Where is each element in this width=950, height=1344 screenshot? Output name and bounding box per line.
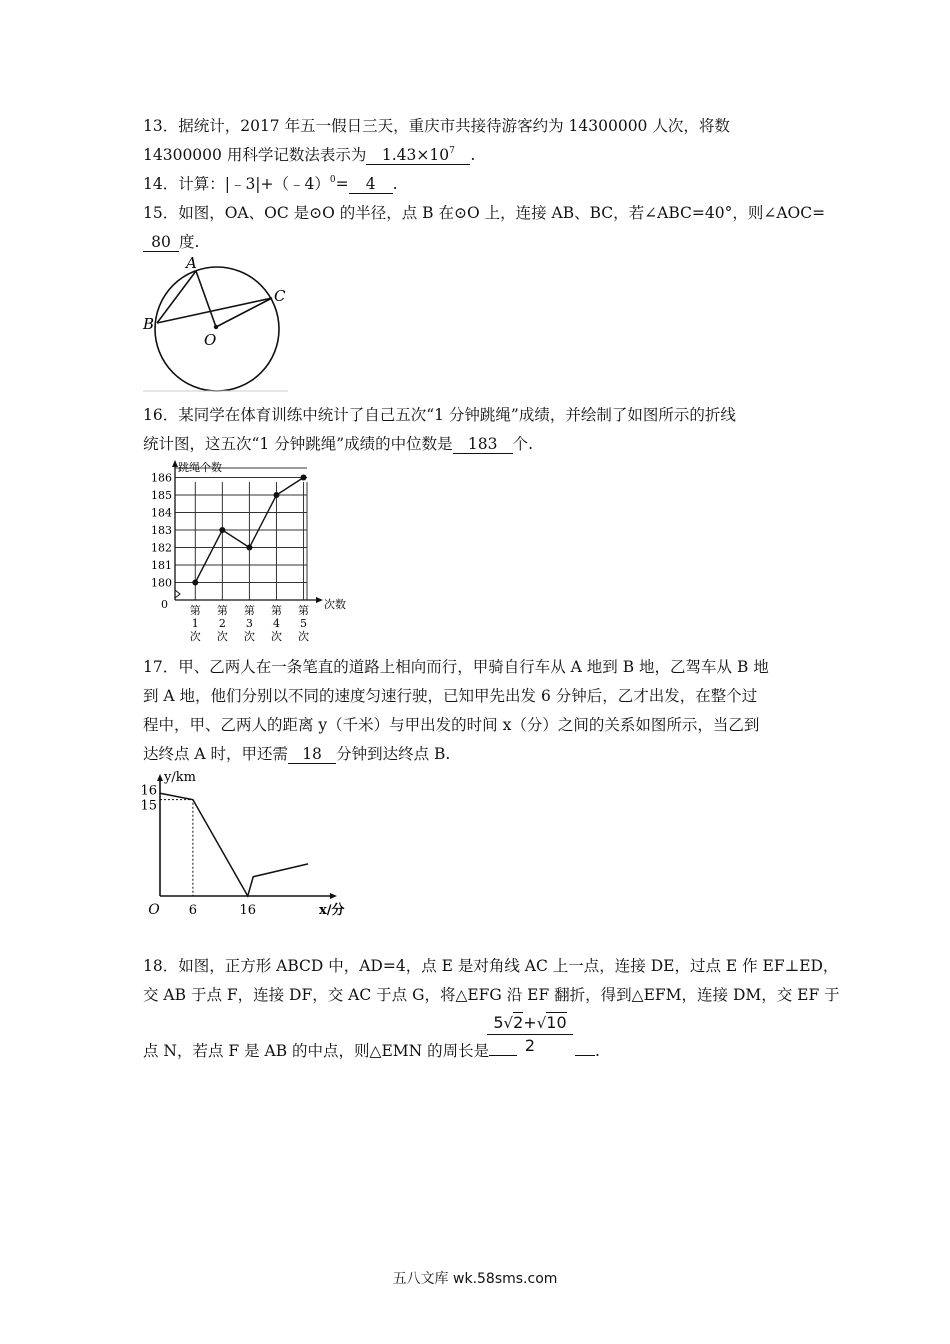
q13-answer-exponent: 7: [449, 146, 455, 156]
q13-answer-base: 1.43×10: [381, 146, 450, 164]
x-tick-label: 次: [216, 630, 228, 643]
x-tick-label: 次: [298, 630, 310, 643]
radicand-10: 10: [546, 1013, 567, 1032]
q13-period: .: [470, 146, 476, 164]
jump-rope-line-chart: [140, 455, 355, 645]
x-tick-label: 第: [216, 604, 228, 617]
distance-time-chart: [140, 766, 355, 921]
sqrt-sign-2: √: [536, 1014, 547, 1032]
q18-line3: [143, 1041, 517, 1061]
x-tick-label: 6: [188, 903, 198, 918]
axis-break-mark: [175, 590, 180, 598]
q14-line: [143, 174, 398, 194]
q15-line2: [143, 232, 199, 252]
q17-line2: 到 A 地，他们分别以不同的速度匀速行驶，已知甲先出发 6 分钟后，乙才出发，在整个过: [143, 687, 758, 705]
y-tick-label: 185: [151, 489, 172, 502]
q18-answer-tail: [575, 1041, 600, 1061]
x-tick-label: 2: [218, 617, 226, 630]
x-tick-label: 4: [272, 617, 280, 630]
x-tick-label: 3: [245, 617, 253, 630]
q16-line2: [143, 434, 533, 454]
guide-dashed-line: [160, 800, 193, 896]
label-a: A: [186, 255, 197, 272]
q18-period: .: [595, 1042, 600, 1060]
y-tick-label: 16: [140, 783, 157, 799]
q17-answer: 18: [288, 745, 336, 764]
q15-line1: 15．如图，OA、OC 是⊙O 的半径，点 B 在⊙O 上，连接 AB、BC，若∠ABC=40°，则∠AOC=: [143, 204, 826, 222]
y-tick-label: 181: [151, 559, 172, 572]
q15-circle-figure: [140, 255, 300, 395]
x-tick-label: 第: [243, 604, 255, 617]
q18-line1: 18．如图，正方形 ABCD 中，AD=4，点 E 是对角线 AC 上一点，连接 DE，过点 E 作 EF⊥ED，: [143, 957, 839, 975]
x-axis-arrow: [330, 893, 337, 899]
q18-answer-blank-right: [575, 1055, 595, 1056]
y-tick-label: 180: [151, 576, 172, 590]
x-tick-label: 次: [243, 630, 255, 643]
q14-period: .: [392, 175, 398, 193]
x-tick-label: 第: [189, 604, 201, 617]
x-tick-label: 次: [270, 630, 282, 643]
origin-label: 0: [161, 598, 168, 611]
sqrt-sign-1: √: [503, 1014, 514, 1032]
center-point-o: [214, 325, 218, 329]
label-c: C: [274, 287, 286, 305]
x-axis-label: 次数: [324, 598, 346, 611]
q17-line1: 17．甲、乙两人在一条笔直的道路上相向而行，甲骑自行车从 A 地到 B 地，乙驾车从 B 地: [143, 658, 769, 676]
y-tick-label: 183: [151, 524, 172, 537]
segment-oa: [196, 271, 216, 327]
origin-label: O: [148, 902, 160, 918]
data-point: [219, 527, 225, 533]
x-tick-label: 第: [270, 604, 282, 617]
label-o: O: [204, 331, 217, 349]
series-line: [160, 793, 308, 896]
q16-unit: 个.: [512, 435, 534, 453]
circle-o: [155, 267, 279, 391]
segment-oc: [216, 298, 272, 327]
y-axis-arrow: [157, 774, 163, 781]
x-tick-label: 次: [189, 630, 201, 643]
q17-line3: 程中，甲、乙两人的距离 y（千米）与甲出发的时间 x（分）之间的关系如图所示，当乙到: [143, 716, 760, 734]
q13-line2: [143, 145, 475, 165]
q14-answer: 4: [349, 175, 393, 194]
radicand-2: 2: [513, 1013, 524, 1032]
x-tick-label: 16: [239, 903, 257, 918]
footer-watermark: 五八文库 wk.58sms.com: [392, 1271, 558, 1287]
q17-line4-text: 达终点 A 时，甲还需: [143, 745, 289, 763]
q13-line1: 13．据统计，2017 年五一假日三天，重庆市共接待游客约为 14300000 人次，将数: [143, 117, 730, 135]
q17-line4: [143, 744, 450, 764]
q13-line2-text: 14300000 用科学记数法表示为: [143, 146, 367, 164]
coef-5: 5: [493, 1013, 504, 1032]
x-axis-label: x/分: [319, 903, 345, 918]
q13-answer: [366, 146, 470, 165]
q14-exponent: 0: [329, 175, 336, 185]
q16-line1: 16．某同学在体育训练中统计了自己五次“1 分钟跳绳”成绩，并绘制了如图所示的折线: [143, 406, 736, 424]
x-tick-label: 第: [298, 604, 310, 617]
fraction-denominator: 2: [524, 1036, 536, 1055]
x-axis-arrow: [316, 597, 323, 603]
q15-unit: 度.: [179, 233, 200, 251]
label-b: B: [143, 315, 155, 333]
x-tick-label: 1: [191, 617, 199, 630]
q16-answer: 183: [453, 435, 513, 454]
q17-line4-end: 分钟到达终点 B.: [336, 745, 451, 763]
y-tick-label: 15: [140, 798, 157, 814]
q15-answer: 80: [143, 233, 179, 252]
q14-text: 14．计算：|﹣3|+（﹣4）: [143, 175, 330, 193]
q18-line3-text: 点 N，若点 F 是 AB 的中点，则△EMN 的周长是: [143, 1042, 490, 1060]
y-tick-label: 184: [151, 506, 172, 520]
q16-line2-text: 统计图，这五次“1 分钟跳绳”成绩的中位数是: [143, 435, 453, 453]
q14-equals: =: [335, 175, 349, 193]
x-tick-label: 5: [300, 617, 308, 630]
data-point: [246, 545, 252, 551]
y-tick-label: 182: [151, 541, 172, 555]
y-axis-label: 跳绳个数: [178, 461, 222, 474]
segment-bc: [157, 298, 272, 323]
y-axis-label: y/km: [164, 770, 196, 785]
q18-line2: 交 AB 于点 F，连接 DF，交 AC 于点 G，将△EFG 沿 EF 翻折，得到△EFM，连接 DM，交 EF 于: [143, 986, 840, 1004]
plus-sign: +: [523, 1013, 537, 1032]
q18-answer-fraction: [487, 1013, 573, 1056]
fraction-bar: [487, 1034, 573, 1035]
data-point: [301, 475, 307, 481]
fraction-numerator: [487, 1013, 573, 1033]
data-point: [192, 580, 198, 586]
data-point: [273, 492, 279, 498]
y-tick-label: 186: [151, 471, 172, 485]
